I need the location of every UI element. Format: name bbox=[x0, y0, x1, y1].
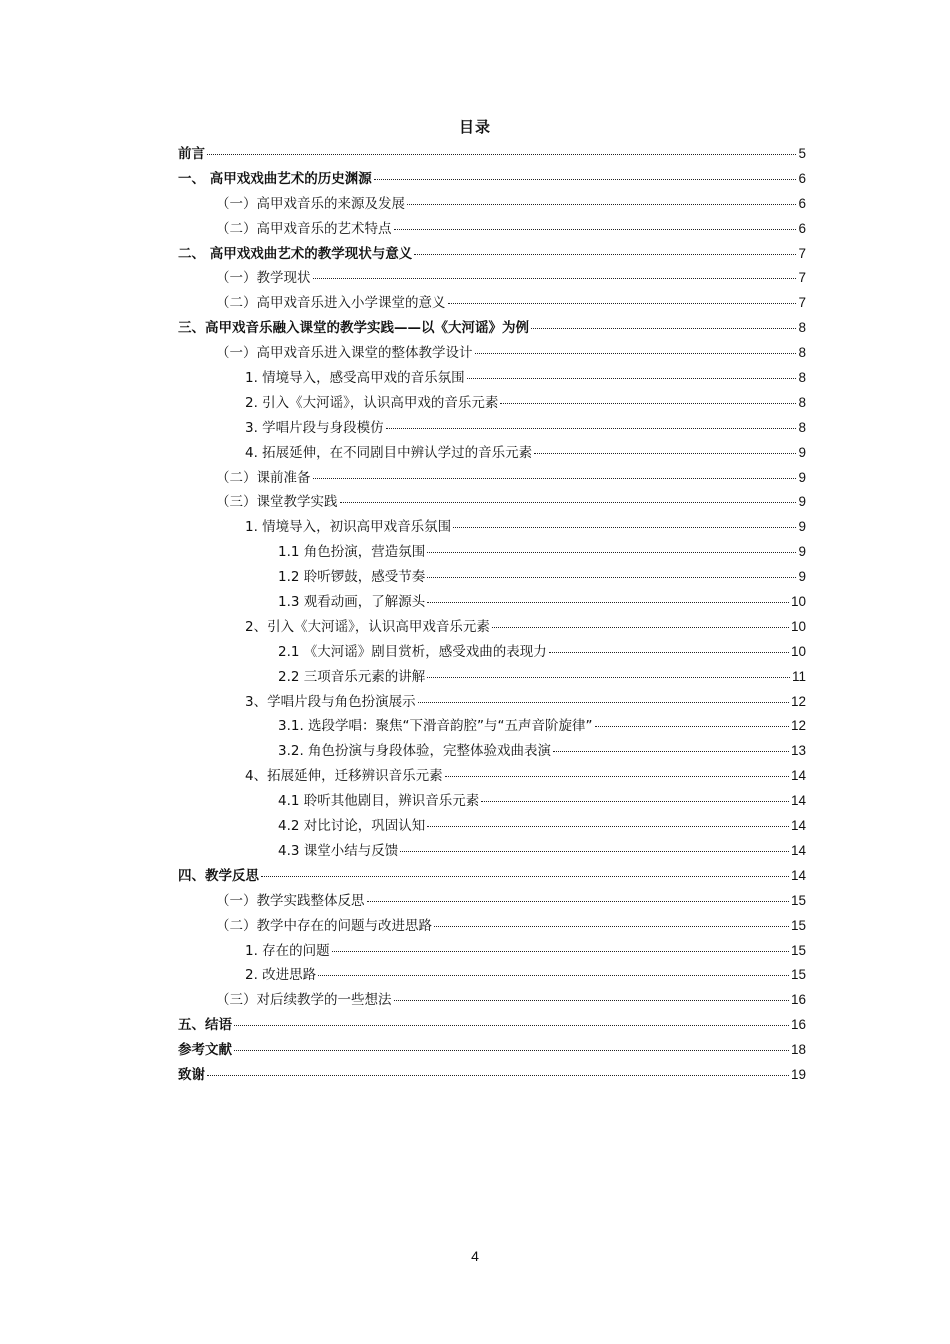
toc-entry[interactable] bbox=[178, 690, 806, 715]
toc-entry[interactable] bbox=[178, 988, 806, 1013]
toc-entry-title: 4. 拓展延伸，在不同剧目中辨认学过的音乐元素 bbox=[245, 444, 533, 461]
toc-entry-title: （二）教学中存在的问题与改进思路 bbox=[216, 917, 432, 934]
toc-entry[interactable] bbox=[178, 764, 806, 789]
toc-entry-page-number: 10 bbox=[790, 594, 806, 610]
toc-entry[interactable] bbox=[178, 1063, 806, 1088]
toc-entry[interactable] bbox=[178, 291, 806, 316]
toc-entry[interactable] bbox=[178, 640, 806, 665]
dot-leader bbox=[261, 876, 789, 877]
toc-entry-page-number: 18 bbox=[790, 1042, 806, 1058]
toc-entry-title: 一、 高甲戏戏曲艺术的历史渊源 bbox=[178, 170, 372, 187]
toc-entry-page-number: 9 bbox=[798, 544, 806, 560]
dot-leader bbox=[386, 428, 797, 429]
toc-entry-page-number: 9 bbox=[798, 569, 806, 585]
toc-entry[interactable] bbox=[178, 615, 806, 640]
toc-entry[interactable] bbox=[178, 441, 806, 466]
toc-entry[interactable] bbox=[178, 416, 806, 441]
dot-leader bbox=[374, 179, 797, 180]
toc-entry-title: 五、结语 bbox=[178, 1017, 232, 1034]
toc-entry-title: 四、教学反思 bbox=[178, 867, 259, 884]
dot-leader bbox=[427, 552, 796, 553]
dot-leader bbox=[467, 378, 797, 379]
toc-entry-title: 2.2 三项音乐元素的讲解 bbox=[278, 668, 426, 685]
toc-entry-page-number: 8 bbox=[798, 320, 806, 336]
table-of-contents bbox=[178, 142, 806, 1088]
toc-entry[interactable] bbox=[178, 515, 806, 540]
toc-entry-page-number: 10 bbox=[790, 643, 806, 659]
toc-entry-title: 2. 引入《大河谣》，认识高甲戏的音乐元素 bbox=[245, 394, 499, 411]
toc-entry-title: 2. 改进思路 bbox=[245, 967, 317, 984]
toc-entry-page-number: 14 bbox=[790, 793, 806, 809]
dot-leader bbox=[481, 801, 789, 802]
toc-entry-page-number: 12 bbox=[790, 693, 806, 709]
toc-entry[interactable] bbox=[178, 739, 806, 764]
dot-leader bbox=[553, 751, 789, 752]
toc-entry-page-number: 15 bbox=[790, 942, 806, 958]
dot-leader bbox=[453, 527, 796, 528]
toc-entry-page-number: 6 bbox=[798, 170, 806, 186]
toc-entry[interactable] bbox=[178, 266, 806, 291]
toc-entry-title: 参考文献 bbox=[178, 1042, 232, 1059]
toc-entry[interactable] bbox=[178, 864, 806, 889]
toc-entry-title: 1. 情境导入，初识高甲戏音乐氛围 bbox=[245, 519, 452, 536]
toc-entry[interactable] bbox=[178, 142, 806, 167]
toc-entry[interactable] bbox=[178, 167, 806, 192]
dot-leader bbox=[475, 353, 797, 354]
toc-entry[interactable] bbox=[178, 963, 806, 988]
dot-leader bbox=[549, 652, 789, 653]
toc-entry-page-number: 15 bbox=[790, 917, 806, 933]
toc-entry[interactable] bbox=[178, 391, 806, 416]
toc-entry-title: （二）高甲戏音乐的艺术特点 bbox=[216, 220, 392, 237]
toc-entry-page-number: 14 bbox=[790, 818, 806, 834]
dot-leader bbox=[414, 254, 796, 255]
toc-entry[interactable] bbox=[178, 889, 806, 914]
dot-leader bbox=[394, 1000, 789, 1001]
dot-leader bbox=[500, 403, 796, 404]
toc-entry-title: 1. 情境导入，感受高甲戏的音乐氛围 bbox=[245, 370, 465, 387]
toc-entry-page-number: 9 bbox=[798, 519, 806, 535]
toc-entry-page-number: 13 bbox=[790, 743, 806, 759]
toc-entry-title: （二）课前准备 bbox=[216, 469, 311, 486]
toc-entry-page-number: 8 bbox=[798, 419, 806, 435]
toc-entry[interactable] bbox=[178, 814, 806, 839]
toc-entry-page-number: 8 bbox=[798, 370, 806, 386]
dot-leader bbox=[407, 204, 796, 205]
toc-entry-page-number: 14 bbox=[790, 842, 806, 858]
toc-entry[interactable] bbox=[178, 1013, 806, 1038]
toc-entry-page-number: 12 bbox=[790, 718, 806, 734]
toc-entry[interactable] bbox=[178, 316, 806, 341]
toc-entry[interactable] bbox=[178, 341, 806, 366]
toc-entry-page-number: 9 bbox=[798, 469, 806, 485]
toc-entry-title: 前言 bbox=[178, 146, 205, 162]
toc-entry[interactable] bbox=[178, 466, 806, 491]
dot-leader bbox=[207, 1075, 789, 1076]
toc-entry-title: （一）高甲戏音乐进入课堂的整体教学设计 bbox=[216, 345, 473, 362]
toc-entry[interactable] bbox=[178, 839, 806, 864]
toc-entry[interactable] bbox=[178, 914, 806, 939]
toc-entry[interactable] bbox=[178, 939, 806, 964]
toc-title: 目录 bbox=[458, 118, 491, 136]
dot-leader bbox=[394, 229, 797, 230]
toc-entry-title: 2、引入《大河谣》，认识高甲戏音乐元素 bbox=[245, 618, 490, 635]
dot-leader bbox=[400, 851, 789, 852]
dot-leader bbox=[332, 951, 789, 952]
dot-leader bbox=[418, 702, 789, 703]
toc-entry[interactable] bbox=[178, 714, 806, 739]
toc-entry[interactable] bbox=[178, 242, 806, 267]
toc-entry-page-number: 5 bbox=[798, 146, 806, 161]
toc-entry[interactable] bbox=[178, 540, 806, 565]
dot-leader bbox=[234, 1025, 789, 1026]
toc-entry-page-number: 8 bbox=[798, 394, 806, 410]
dot-leader bbox=[427, 602, 789, 603]
toc-entry[interactable] bbox=[178, 665, 806, 690]
toc-entry-title: 4.2 对比讨论，巩固认知 bbox=[278, 818, 426, 835]
toc-entry[interactable] bbox=[178, 366, 806, 391]
toc-entry-title: 致谢 bbox=[178, 1066, 205, 1083]
toc-entry-title: 3.2. 角色扮演与身段体验，完整体验戏曲表演 bbox=[278, 743, 552, 760]
dot-leader bbox=[534, 453, 796, 454]
toc-entry-page-number: 7 bbox=[798, 295, 806, 311]
toc-entry-title: 1.3 观看动画，了解源头 bbox=[278, 594, 426, 611]
toc-entry-title: 3、学唱片段与角色扮演展示 bbox=[245, 693, 416, 710]
toc-entry-title: 三、高甲戏音乐融入课堂的教学实践——以《大河谣》为例 bbox=[178, 320, 529, 337]
toc-entry[interactable] bbox=[178, 217, 806, 242]
toc-entry-title: 1. 存在的问题 bbox=[245, 942, 330, 959]
dot-leader bbox=[427, 577, 796, 578]
toc-entry[interactable] bbox=[178, 565, 806, 590]
dot-leader bbox=[595, 726, 789, 727]
toc-entry-page-number: 19 bbox=[790, 1066, 806, 1082]
toc-entry-page-number: 6 bbox=[798, 195, 806, 211]
toc-entry-title: 1.1 角色扮演，营造氛围 bbox=[278, 544, 426, 561]
toc-entry-title: 4、拓展延伸，迁移辨识音乐元素 bbox=[245, 768, 443, 785]
toc-entry-title: 二、 高甲戏戏曲艺术的教学现状与意义 bbox=[178, 245, 413, 262]
toc-entry-title: （三）课堂教学实践 bbox=[216, 494, 338, 511]
dot-leader bbox=[318, 975, 789, 976]
dot-leader bbox=[234, 1050, 789, 1051]
toc-entry-page-number: 15 bbox=[790, 967, 806, 983]
toc-entry-page-number: 6 bbox=[798, 220, 806, 236]
dot-leader bbox=[313, 278, 797, 279]
page-number-footer: 4 bbox=[471, 1248, 479, 1264]
toc-entry-title: 2.1 《大河谣》剧目赏析，感受戏曲的表现力 bbox=[278, 643, 547, 660]
toc-entry-page-number: 15 bbox=[790, 892, 806, 908]
toc-entry-page-number: 9 bbox=[798, 494, 806, 510]
dot-leader bbox=[427, 677, 790, 678]
dot-leader bbox=[434, 926, 789, 927]
dot-leader bbox=[492, 627, 789, 628]
toc-entry-title: 1.2 聆听锣鼓，感受节奏 bbox=[278, 569, 426, 586]
toc-entry-title: （三）对后续教学的一些想法 bbox=[216, 992, 392, 1009]
dot-leader bbox=[340, 502, 797, 503]
toc-entry-page-number: 7 bbox=[798, 270, 806, 286]
toc-entry-title: （一）教学实践整体反思 bbox=[216, 892, 365, 909]
toc-entry-title: 4.3 课堂小结与反馈 bbox=[278, 842, 399, 859]
toc-entry-title: 3. 学唱片段与身段模仿 bbox=[245, 419, 384, 436]
dot-leader bbox=[445, 776, 789, 777]
toc-entry-page-number: 16 bbox=[790, 1017, 806, 1033]
toc-entry-page-number: 10 bbox=[790, 618, 806, 634]
toc-entry-page-number: 16 bbox=[790, 992, 806, 1008]
toc-entry-page-number: 8 bbox=[798, 345, 806, 361]
toc-entry-title: （一）高甲戏音乐的来源及发展 bbox=[216, 195, 405, 212]
toc-entry-title: 3.1. 选段学唱：聚焦“下滑音韵腔”与“五声音阶旋律” bbox=[278, 718, 593, 735]
toc-entry[interactable] bbox=[178, 590, 806, 615]
toc-entry-page-number: 9 bbox=[798, 444, 806, 460]
toc-entry-page-number: 14 bbox=[790, 768, 806, 784]
toc-entry-page-number: 11 bbox=[791, 668, 806, 684]
toc-entry-title: （一）教学现状 bbox=[216, 270, 311, 287]
toc-entry[interactable] bbox=[178, 789, 806, 814]
toc-entry-page-number: 14 bbox=[790, 867, 806, 883]
toc-entry-page-number: 7 bbox=[798, 245, 806, 261]
dot-leader bbox=[427, 826, 789, 827]
toc-entry[interactable] bbox=[178, 1038, 806, 1063]
dot-leader bbox=[367, 901, 789, 902]
dot-leader bbox=[207, 154, 796, 155]
dot-leader bbox=[313, 478, 797, 479]
toc-entry[interactable] bbox=[178, 192, 806, 217]
dot-leader bbox=[531, 328, 796, 329]
toc-entry[interactable] bbox=[178, 490, 806, 515]
toc-entry-title: 4.1 聆听其他剧目，辨识音乐元素 bbox=[278, 793, 480, 810]
dot-leader bbox=[448, 303, 797, 304]
toc-entry-title: （二）高甲戏音乐进入小学课堂的意义 bbox=[216, 295, 446, 312]
